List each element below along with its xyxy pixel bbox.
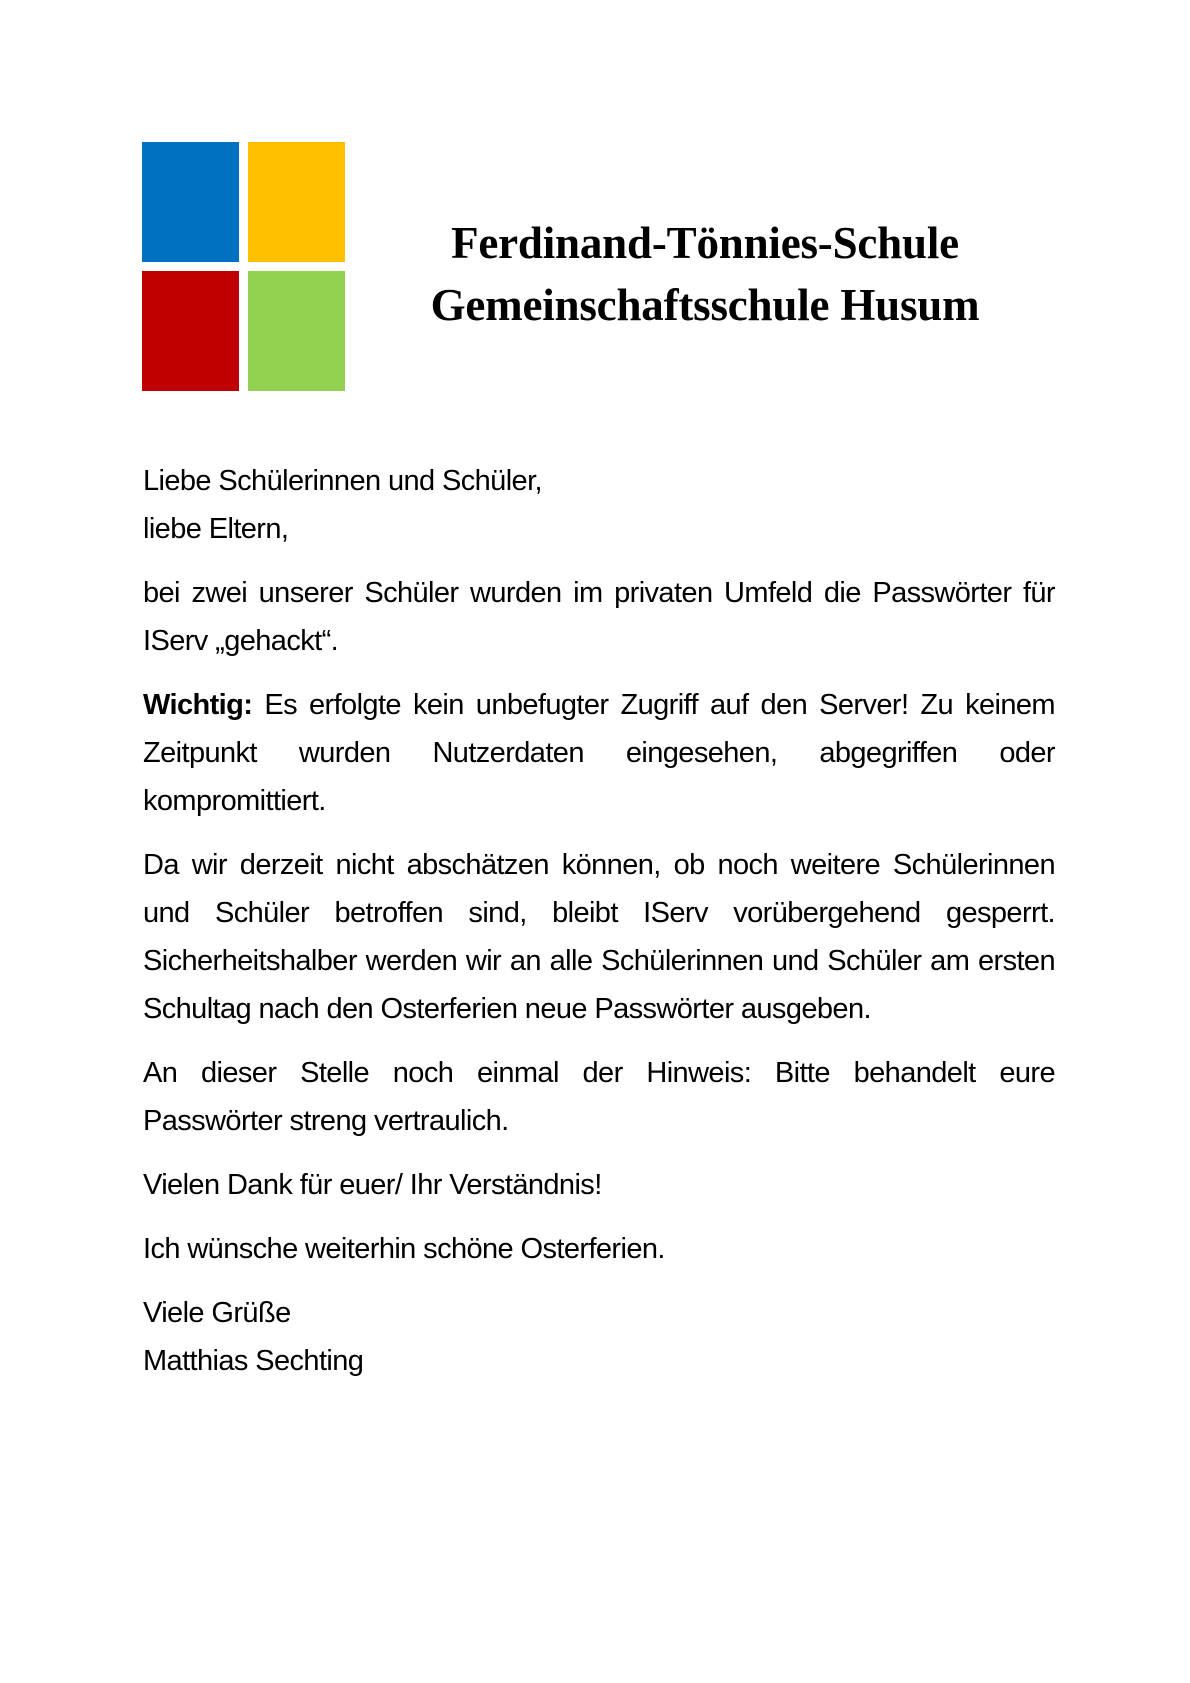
school-name-line2: Gemeinschaftsschule Husum — [430, 280, 980, 330]
logo-square-red — [142, 271, 239, 391]
closing-block — [143, 1289, 1055, 1385]
school-name-line1: Ferdinand-Tönnies-Schule — [451, 218, 959, 268]
paragraph-thanks: Vielen Dank für euer/ Ihr Verständnis! — [143, 1169, 602, 1201]
signature: Matthias Sechting — [143, 1345, 364, 1377]
paragraph-iserv-locked: Da wir derzeit nicht abschätzen können, ob noch weitere Schülerinnen und Schüler betroffen sind, bleibt IServ vorübergehend gesperrt. Sicherheitshalber werden wir an alle Schülerinnen und Schüler am ersten Schultag nach den Osterferien neue Passwörter ausgeben. — [143, 849, 1055, 1025]
logo-square-blue — [142, 142, 239, 262]
school-logo — [142, 142, 346, 392]
paragraph-important — [143, 681, 1055, 825]
logo-square-green — [248, 271, 345, 391]
paragraph-wishes: Ich wünsche weiterhin schöne Osterferien. — [143, 1233, 665, 1265]
logo-square-yellow — [248, 142, 345, 262]
important-text: Es erfolgte kein unbefugter Zugriff auf den Server! Zu keinem Zeitpunkt wurden Nutzerdaten eingesehen, abgegriffen oder kompromittiert. — [143, 689, 1055, 817]
paragraph-incident: bei zwei unserer Schüler wurden im privaten Umfeld die Passwörter für IServ „gehackt“. — [143, 577, 1055, 657]
important-label: Wichtig: — [143, 689, 253, 721]
school-name-heading — [380, 212, 1030, 336]
salutation-line1: Liebe Schülerinnen und Schüler, — [143, 465, 542, 497]
salutation-line2: liebe Eltern, — [143, 513, 289, 545]
closing: Viele Grüße — [143, 1297, 291, 1329]
paragraph-reminder: An dieser Stelle noch einmal der Hinweis: Bitte behandelt eure Passwörter streng vertraulich. — [143, 1057, 1055, 1137]
salutation — [143, 457, 1055, 553]
letter-body — [143, 457, 1055, 1401]
